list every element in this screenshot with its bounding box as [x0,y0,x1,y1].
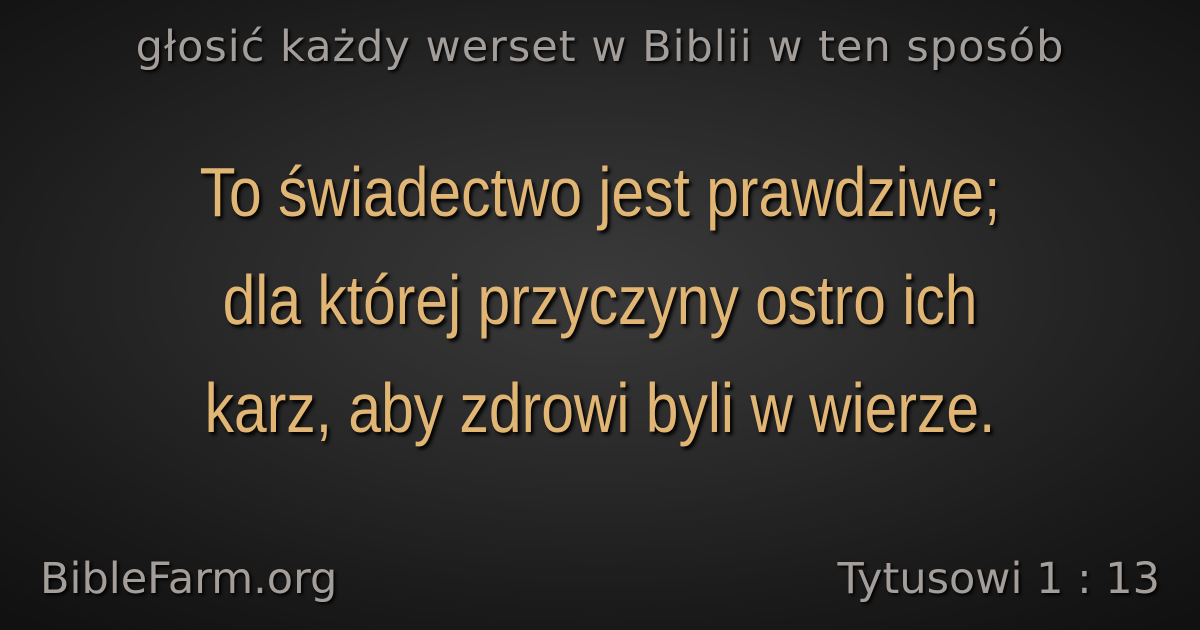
tagline: głosić każdy werset w Biblii w ten sposób [135,22,1065,72]
verse-text [130,138,1071,462]
verse-line-2: dla której przyczyny ostro ich [222,261,978,339]
verse-reference: Tytusowi 1 : 13 [837,554,1160,604]
verse-line-3: karz, aby zdrowi byli w wierze. [204,369,996,447]
site-brand: BibleFarm.org [40,554,338,604]
verse-line-1: To świadectwo jest prawdziwe; [199,153,1001,231]
